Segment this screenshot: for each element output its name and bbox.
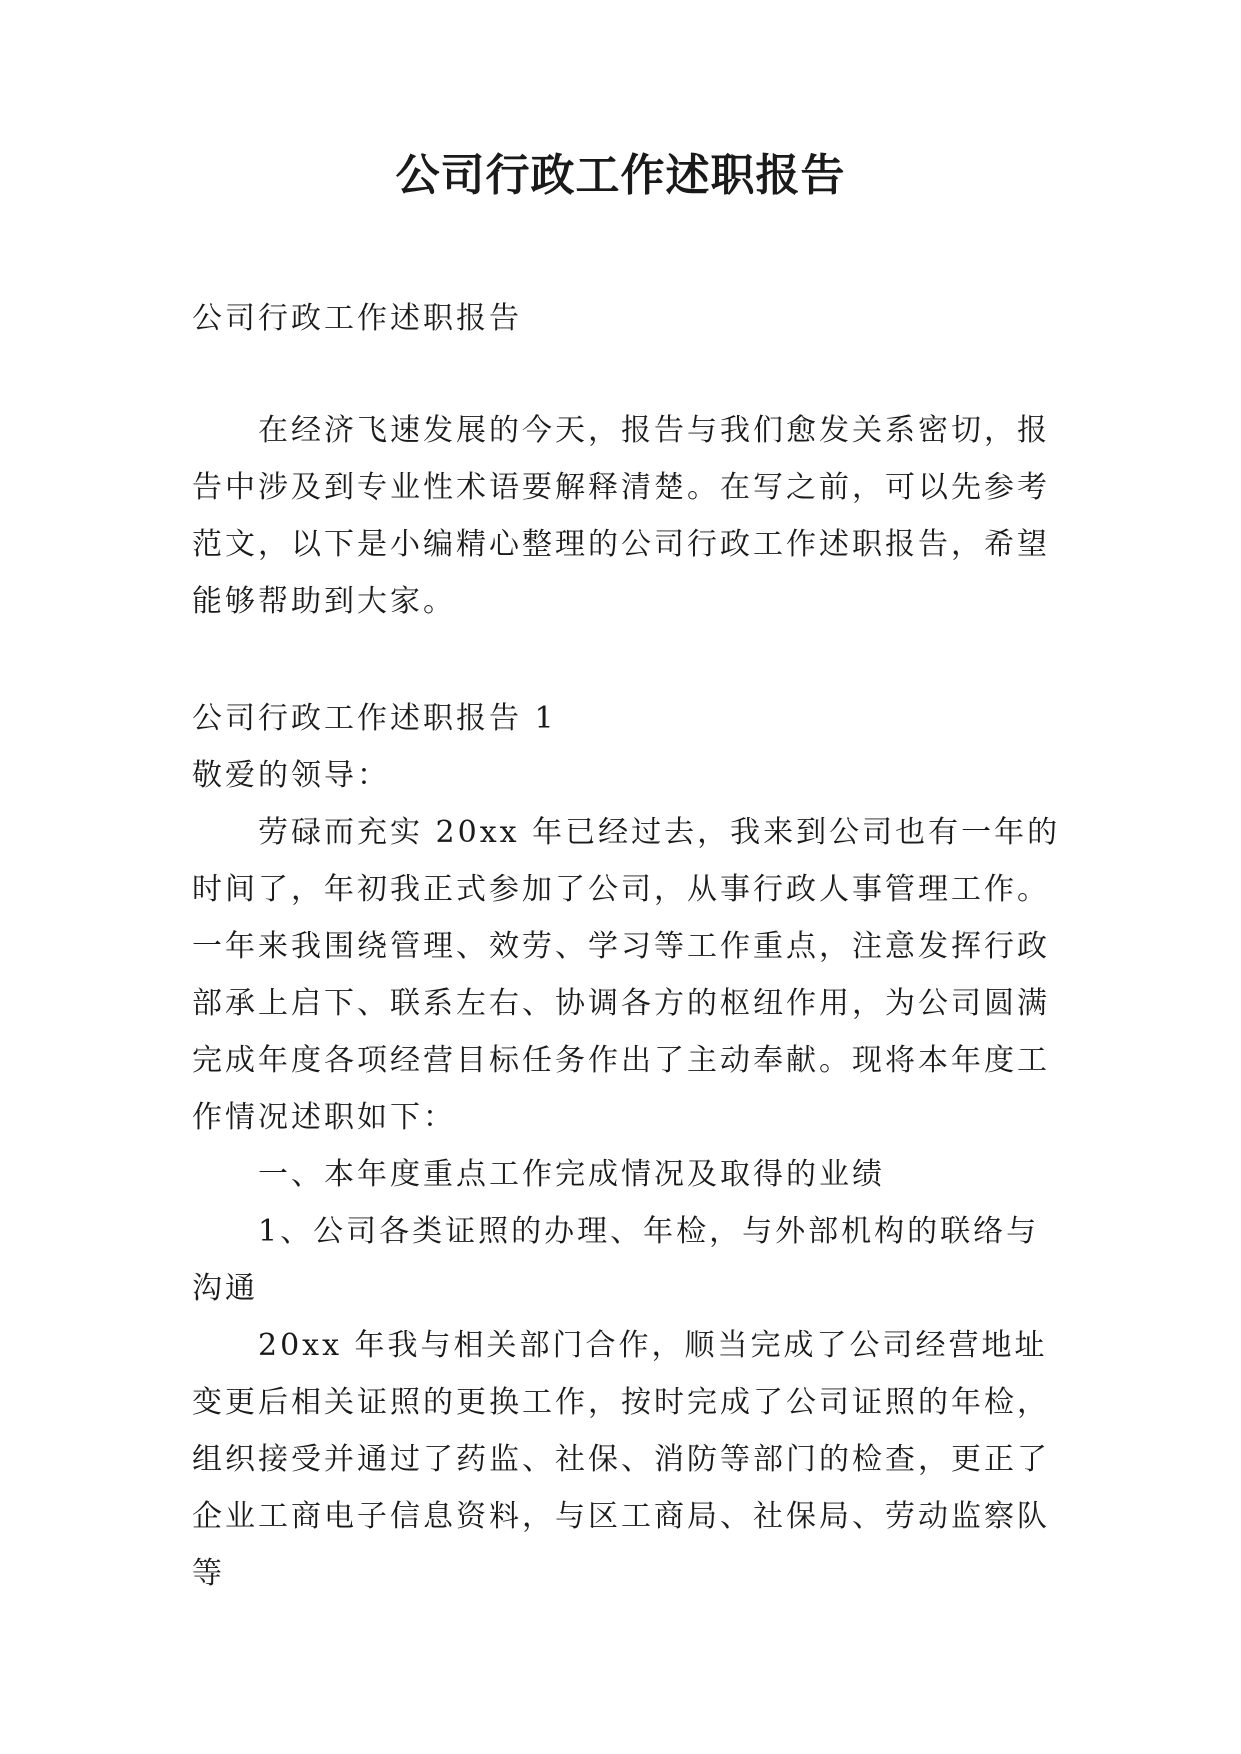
salutation: 敬爱的领导： bbox=[192, 758, 390, 793]
paragraph-summary: 劳碌而充实 20xx 年已经过去，我来到公司也有一年的时间了，年初我正式参加了公司，从事行政人事管理工作。一年来我围绕管理、效劳、学习等工作重点，注意发挥行政部承上启下、联系左右、协调各方的枢纽作用，为公司圆满完成年度各项经营目标任务作出了主动奉献。现将本年度工作情况述职如下： bbox=[192, 815, 1061, 1135]
subheading-licenses: 1、公司各类证照的办理、年检，与外部机构的联络与沟通 bbox=[192, 1214, 1040, 1306]
document-title: 公司行政工作述职报告 bbox=[395, 150, 846, 201]
section-title: 公司行政工作述职报告 1 bbox=[192, 701, 557, 736]
intro-paragraph: 在经济飞速发展的今天，报告与我们愈发关系密切，报告中涉及到专业性术语要解释清楚。在写之前，可以先参考范文，以下是小编精心整理的公司行政工作述职报告，希望能够帮助到大家。 bbox=[192, 413, 1050, 619]
paragraph-licenses: 20xx 年我与相关部门合作，顺当完成了公司经营地址变更后相关证照的更换工作，按时完成了公司证照的年检，组织接受并通过了药监、社保、消防等部门的检查，更正了企业工商电子信息资料，与区工商局、社保局、劳动监察队等 bbox=[192, 1328, 1050, 1591]
document-body bbox=[192, 290, 1062, 1602]
heading-key-work: 一、本年度重点工作完成情况及取得的业绩 bbox=[258, 1157, 885, 1192]
document-subtitle: 公司行政工作述职报告 bbox=[192, 301, 522, 336]
